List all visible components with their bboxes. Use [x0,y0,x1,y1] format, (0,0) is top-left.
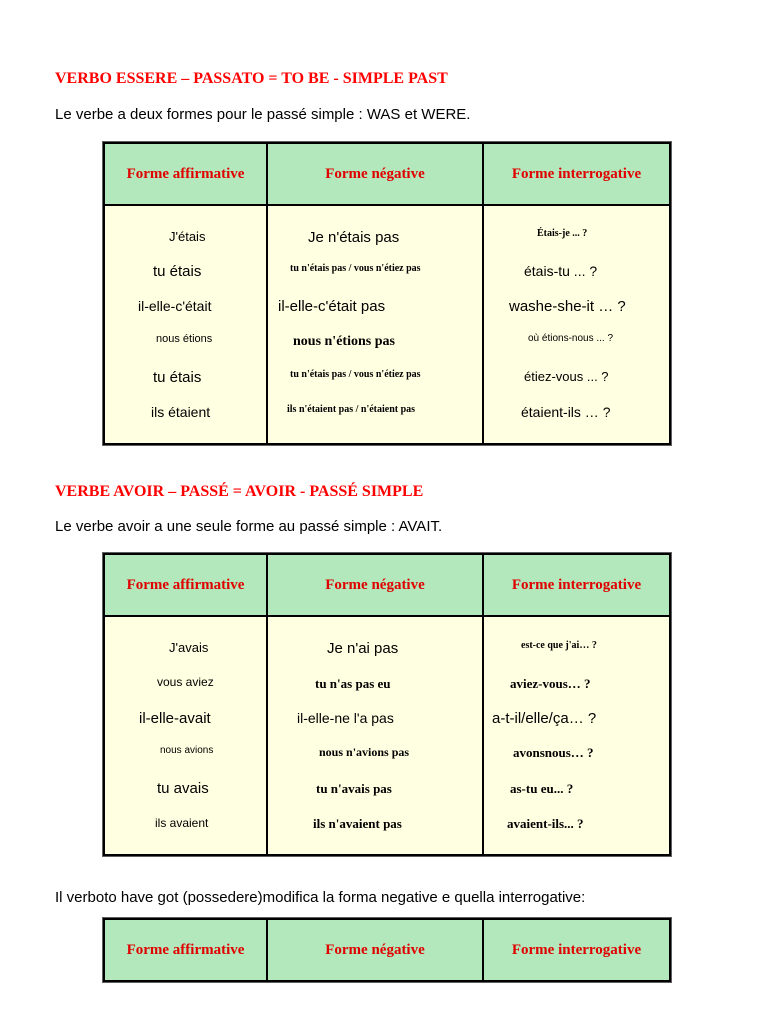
affirmative-item: vous aviez [157,675,214,689]
header-affirmative: Forme affirmative [105,920,266,980]
negative-item: tu n'étais pas / vous n'étiez pas [290,369,421,380]
negative-column [268,206,482,443]
negative-item: tu n'étais pas / vous n'étiez pas [290,263,421,274]
interrogative-item: aviez-vous… ? [510,676,591,691]
interrogative-item: où étions-nous ... ? [528,333,614,344]
negative-item: ils n'étaient pas / n'étaient pas [287,404,416,415]
section1-heading: VERBO ESSERE – PASSATO = TO BE - SIMPLE PAST [55,70,448,87]
interrogative-column [484,617,669,854]
negative-item: nous n'étions pas [293,334,395,349]
table-header-row [105,144,669,204]
negative-item: il-elle-c'était pas [278,298,386,315]
negative-column [268,617,482,854]
section3-intro: Il verboto have got (possedere)modifica la forma negative e quella interrogative: [55,889,586,906]
header-interrogative: Forme interrogative [484,555,669,615]
negative-item: tu n'as pas eu [315,676,391,691]
header-interrogative: Forme interrogative [484,144,669,204]
negative-item: nous n'avions pas [319,745,410,759]
table-body-row [105,206,669,443]
interrogative-item: avaient-ils... ? [507,816,584,831]
affirmative-item: tu étais [153,369,202,386]
affirmative-item: ils étaient [151,404,211,420]
interrogative-item: as-tu eu... ? [510,781,574,796]
affirmative-item: J'avais [169,640,209,655]
interrogative-item: étais-tu ... ? [524,263,598,279]
header-affirmative: Forme affirmative [105,555,266,615]
table-header-row [105,920,669,980]
table-avoir [102,552,672,857]
header-negative: Forme négative [268,555,482,615]
negative-item: Je n'ai pas [327,640,399,657]
negative-item: Je n'étais pas [308,229,400,246]
affirmative-item: il-elle-c'était [138,298,212,314]
affirmative-item: ils avaient [155,816,209,830]
affirmative-column [105,206,266,443]
section2-intro: Le verbe avoir a une seule forme au passé simple : AVAIT. [55,518,443,535]
table-body-row [105,617,669,854]
interrogative-item: étaient-ils … ? [521,404,611,420]
section2-heading: VERBE AVOIR – PASSÉ = AVOIR - PASSÉ SIMPLE [55,483,424,500]
affirmative-item: tu avais [157,780,209,797]
section1-intro: Le verbe a deux formes pour le passé simple : WAS et WERE. [55,106,471,123]
affirmative-item: nous étions [156,333,213,345]
header-interrogative: Forme interrogative [484,920,669,980]
negative-item: ils n'avaient pas [313,816,402,831]
interrogative-item: a-t-il/elle/ça… ? [492,710,597,727]
header-negative: Forme négative [268,144,482,204]
affirmative-item: J'étais [169,229,206,244]
interrogative-column [484,206,669,443]
negative-item: tu n'avais pas [316,781,392,796]
table-have-got [102,917,672,983]
table-essere [102,141,672,446]
negative-item: il-elle-ne l'a pas [297,710,394,726]
header-affirmative: Forme affirmative [105,144,266,204]
table-header-row [105,555,669,615]
interrogative-item: avonsnous… ? [513,745,594,760]
affirmative-item: nous avions [160,745,214,756]
interrogative-item: est-ce que j'ai… ? [521,640,597,651]
interrogative-item: Étais-je ... ? [537,228,588,239]
affirmative-item: tu étais [153,263,202,280]
interrogative-item: washe-she-it … ? [509,298,626,315]
affirmative-column [105,617,266,854]
interrogative-item: étiez-vous ... ? [524,369,609,384]
affirmative-item: il-elle-avait [139,710,211,727]
header-negative: Forme négative [268,920,482,980]
